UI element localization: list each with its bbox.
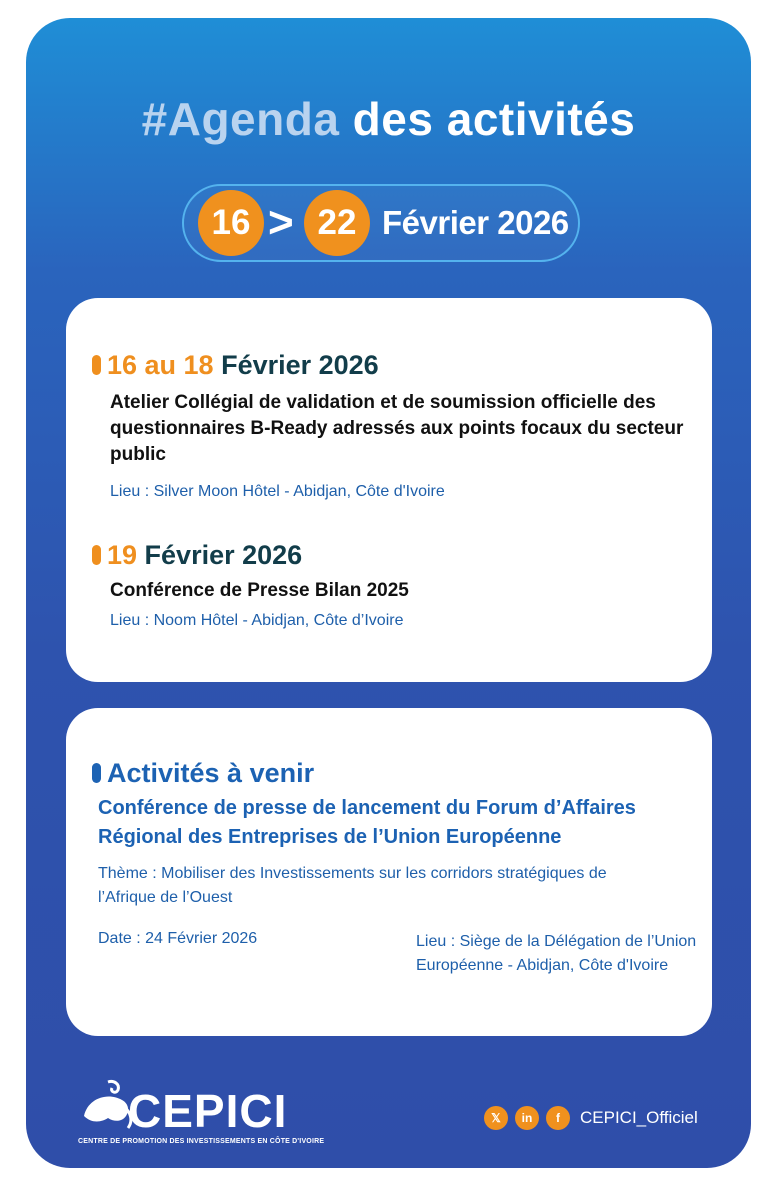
- x-twitter-icon[interactable]: 𝕏: [484, 1106, 508, 1130]
- logo-wordmark: CEPICI: [128, 1085, 288, 1137]
- bullet-marker-icon: [92, 545, 101, 565]
- bullet-marker-icon: [92, 355, 101, 375]
- upcoming-theme: Thème : Mobiliser des Investissements sur les corridors stratégiques de l’Afrique de l’Ouest: [98, 865, 607, 906]
- event-1-date: 16 au 18 Février 2026: [92, 350, 379, 381]
- upcoming-heading: Activités à venir: [92, 758, 314, 789]
- event-2-location: Lieu : Noom Hôtel - Abidjan, Côte d’Ivoire: [110, 612, 404, 629]
- event-1-location: Lieu : Silver Moon Hôtel - Abidjan, Côte d'Ivoire: [110, 483, 445, 500]
- page-title: [26, 92, 751, 146]
- event-2-description: Conférence de Presse Bilan 2025: [110, 580, 409, 601]
- chevron-right-icon: >: [268, 198, 294, 247]
- start-day-badge: 16: [198, 190, 264, 256]
- date-range-pill: [182, 184, 580, 262]
- upcoming-date: Date : 24 Février 2026: [98, 930, 258, 947]
- month-year-label: Février 2026: [382, 204, 569, 241]
- facebook-icon[interactable]: f: [546, 1106, 570, 1130]
- title-hashtag: #Agenda: [141, 93, 340, 145]
- upcoming-activities-card: [66, 708, 712, 1036]
- bullet-marker-icon: [92, 763, 101, 783]
- end-day-badge: 22: [304, 190, 370, 256]
- agenda-poster: [26, 18, 751, 1168]
- logo-subtitle: CENTRE DE PROMOTION DES INVESTISSEMENTS EN CÔTE D'IVOIRE: [78, 1138, 325, 1145]
- upcoming-title: Conférence de presse de lancement du Forum d’Affaires Régional des Entreprises de l’Union Européenne: [98, 797, 636, 848]
- event-2-date: 19 Février 2026: [92, 540, 302, 571]
- linkedin-icon[interactable]: in: [515, 1106, 539, 1130]
- current-events-card: [66, 298, 712, 682]
- title-rest: des activités: [339, 93, 636, 145]
- upcoming-location: Lieu : Siège de la Délégation de l’Union Européenne - Abidjan, Côte d'Ivoire: [416, 933, 697, 974]
- event-1-description: Atelier Collégial de validation et de soumission officielle des questionnaires B-Ready adressés aux points focaux du secteur public: [110, 392, 684, 465]
- cepici-logo: [78, 1076, 325, 1156]
- social-handle[interactable]: CEPICI_Officiel: [580, 1108, 698, 1127]
